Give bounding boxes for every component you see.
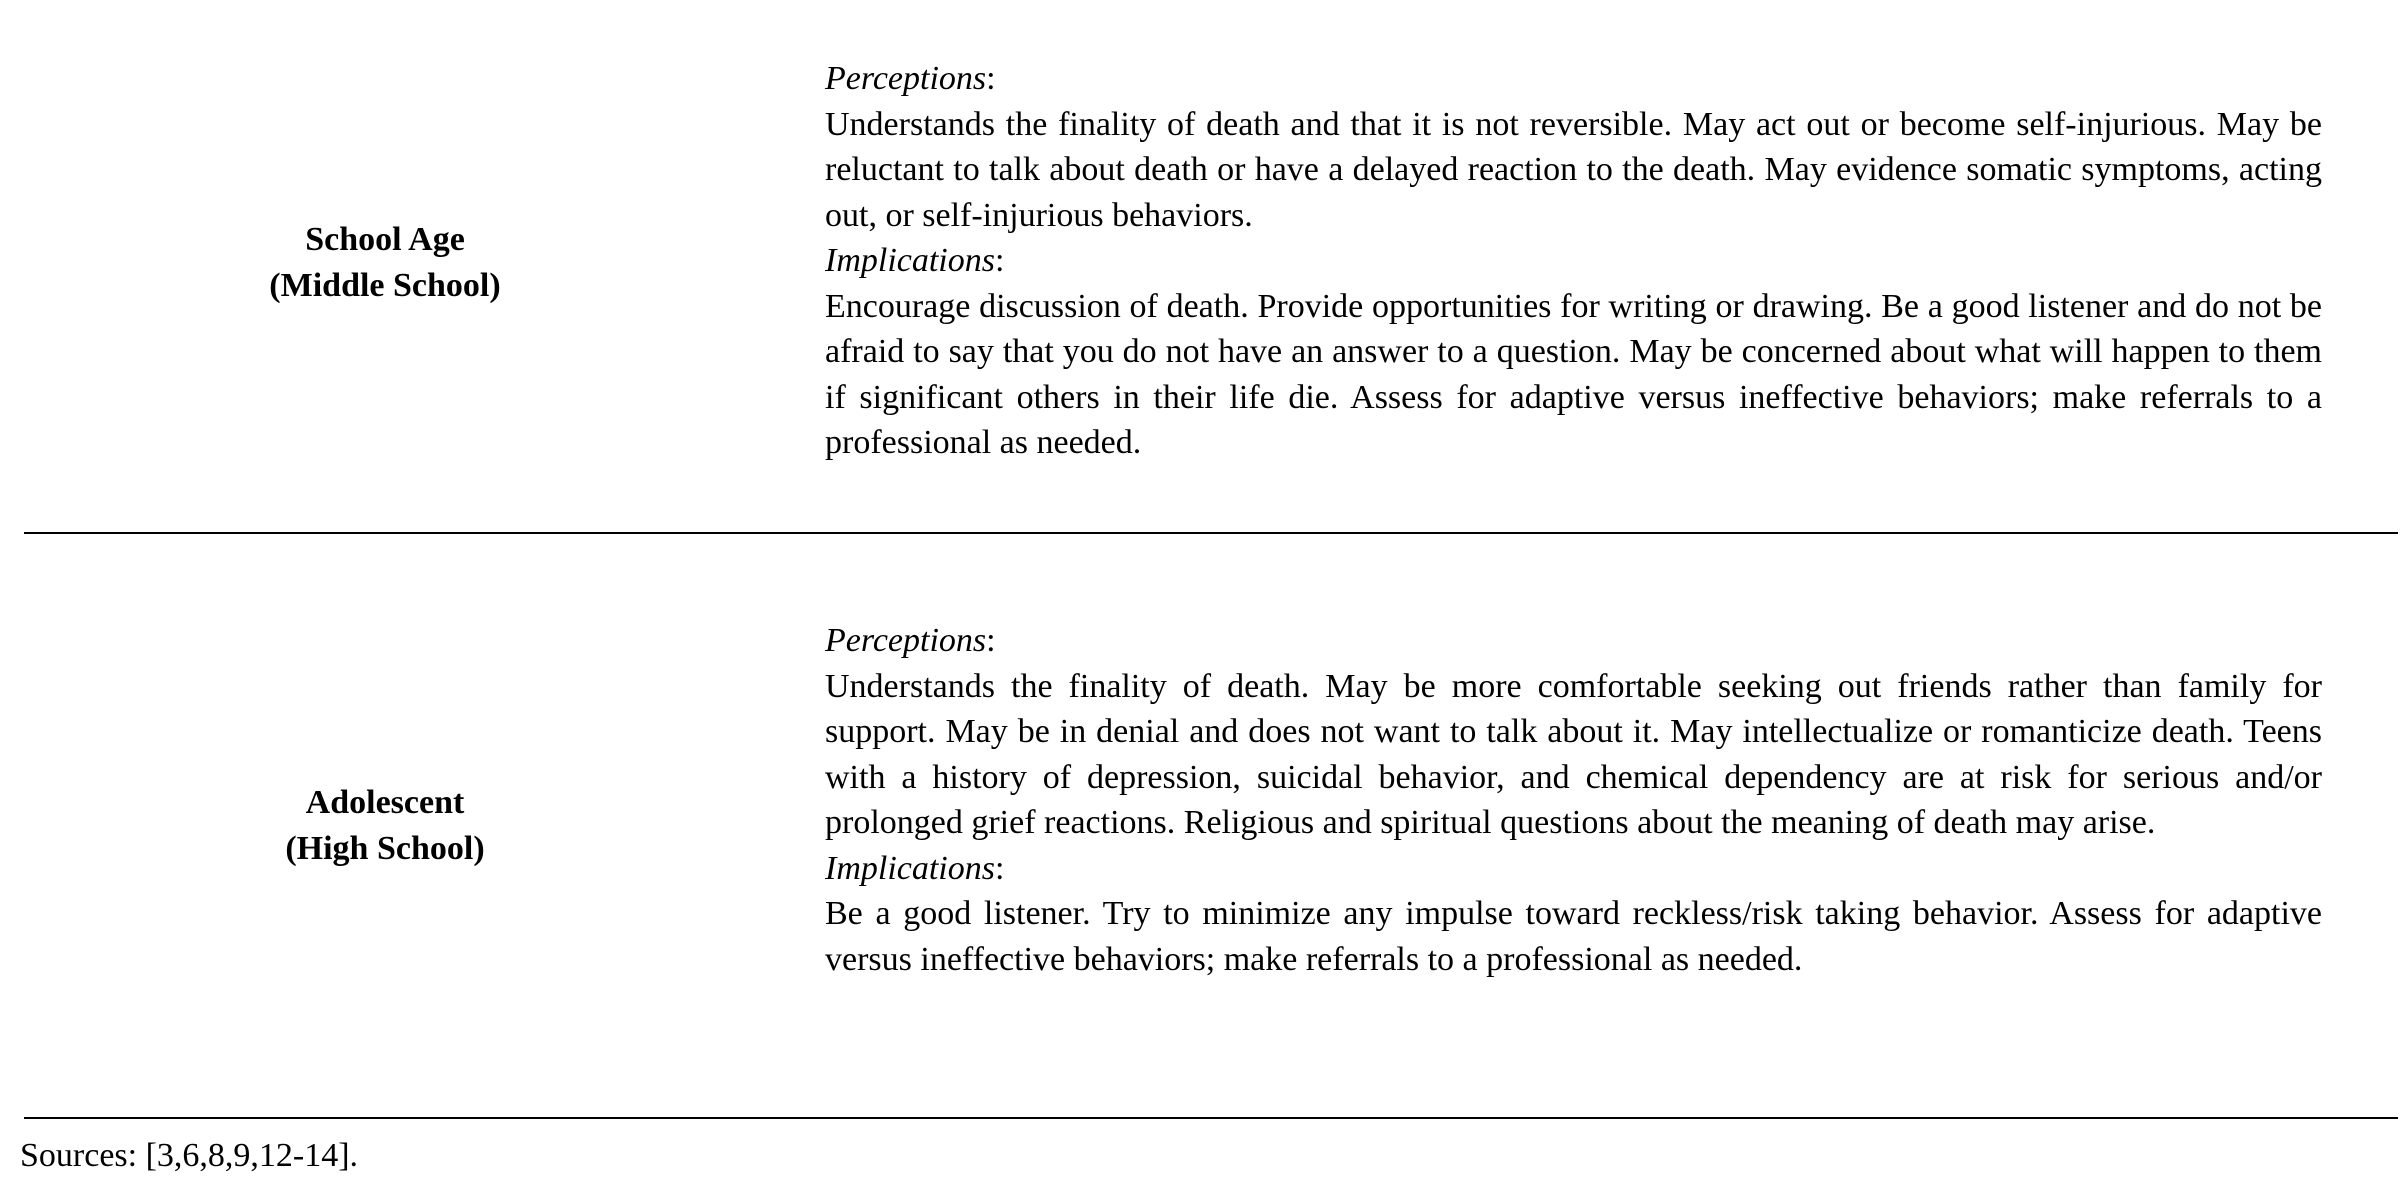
- implications-text: Be a good listener. Try to minimize any impulse toward reckless/risk taking behavior. Assess for adaptive versus ineffective behaviors; make referrals to a professional as needed.: [825, 895, 2322, 978]
- implications-heading: Implications:: [825, 242, 1005, 279]
- table-bottom-rule: [24, 1117, 2398, 1119]
- description-cell: [825, 618, 2322, 982]
- table-row: [0, 0, 2401, 533]
- implications-heading: Implications:: [825, 849, 1005, 887]
- implications-text: Encourage discussion of death. Provide opportunities for writing or drawing. Be a good listener and do not be afraid to say that you do not have an answer to a question. May be concerned about what will happen to them if significant others in their life die. Assess for adaptive versus ineffective behaviors; make referrals to a professional as needed.: [825, 287, 2322, 461]
- age-group-cell: [0, 217, 770, 309]
- school-level-label: (Middle School): [269, 267, 501, 304]
- school-level-label: (High School): [285, 830, 485, 867]
- age-group-cell: [0, 780, 770, 872]
- perceptions-heading: Perceptions:: [825, 622, 996, 659]
- perceptions-text: Understands the finality of death. May be more comfortable seeking out friends rather than family for support. May be in denial and does not want to talk about it. May intellectualize or romanticize death. Teens with a history of depression, suicidal behavior, and chemical dependency are at risk for serious and/or prolonged grief reactions. Religious and spiritual questions about the meaning of death may arise.: [825, 667, 2322, 841]
- perceptions-heading: Perceptions:: [825, 60, 996, 97]
- sources-footnote: Sources: [3,6,8,9,12-14].: [20, 1137, 359, 1174]
- perceptions-text: Understands the finality of death and that it is not reversible. May act out or become self-injurious. May be reluctant to talk about death or have a delayed reaction to the death. May evidence somatic symptoms, acting out, or self-injurious behaviors.: [825, 105, 2322, 234]
- description-cell: [825, 56, 2322, 466]
- age-group-label: School Age: [305, 221, 465, 258]
- table-row: [0, 533, 2401, 1118]
- age-group-label: Adolescent: [305, 784, 465, 821]
